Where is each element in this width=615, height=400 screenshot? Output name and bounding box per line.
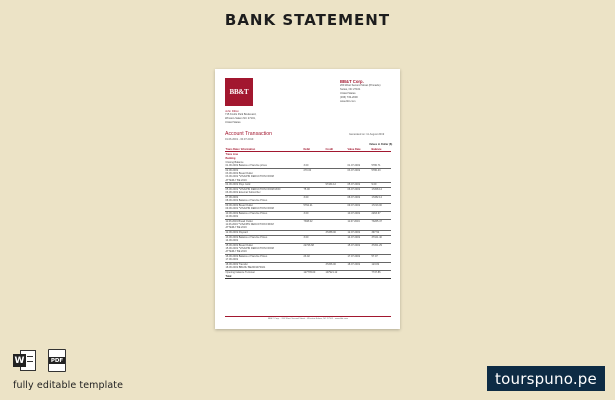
format-icons [13,349,67,373]
transaction-table [225,147,391,279]
bank-address-line: 200 West Second Street (Pinnacle) [340,84,381,87]
row-value-date: 08.07.2019 [347,195,371,203]
generated-date: Generated on: 11 August 2019 [349,133,385,136]
row-value-date: 12.07.2019 [347,230,371,235]
table-row [225,211,391,219]
row-balance: 37101.40 [371,235,391,243]
row-debit: 7308.02 [303,219,325,230]
row-credit [325,219,347,230]
summary-balance: 7747.86 [371,271,381,275]
row-balance: 9.09 [371,183,391,188]
row-value-date: 09.07.2019 [347,203,371,211]
brand-badge[interactable]: tourspuno.pe [487,366,605,391]
table-row [225,254,391,262]
row-balance: 17213.00 [371,203,391,211]
table-row [225,195,391,203]
row-balance: 37201.29 [371,243,391,254]
row-balance: 57.07 [371,254,391,262]
row-value-date: 10.07.2019 [347,211,371,219]
row-balance: 5780.43 [371,168,391,182]
customer-address [225,113,305,124]
row-value-date: 11.07.2019 [347,219,371,230]
summary-credit: 107921.12 [325,271,338,275]
bank-address-line: (336) 733-2000 [340,96,358,99]
row-value-date: 03.07.2019 [347,168,371,182]
section-label: Closing Balance [225,160,244,164]
row-balance: 2263.67 [371,211,391,219]
row-credit: 97434.12 [325,183,347,188]
column-header: Debit [303,147,325,152]
statement-footer: BB&T Corp. · 200 West Second Street · Winston-Salem, NC 27101 · www.bbt.com [225,316,391,320]
currency-note: Values in Dollar ($) [369,143,393,146]
statement-sheet [215,69,400,329]
row-info: 11.06.2019 Bread Outlet 11.06.2019 *VISA/PIN DEDUCTION FROM ATTERLY BE 2019 [225,219,303,230]
row-credit [325,243,347,254]
table-row [225,168,391,182]
row-info: 05.06.2019 *VISA/PIN DEDUCTION FROM MOD 06.06.2019 External Subscriber [225,187,303,195]
column-header: Balance [371,147,391,152]
row-info: 10.06.2019 Balance of Service Prices 10.06.2019 [225,211,303,219]
page-heading: BANK STATEMENT [224,11,391,29]
table-row [225,243,391,254]
bank-address-line: United States [340,92,356,95]
row-value-date: 17.07.2019 [347,254,371,262]
row-balance: 17208.14 [371,187,391,195]
table-row [225,235,391,243]
row-value-date: 06.07.2019 [347,187,371,195]
statement-period: 01.06.2019 - 30.07.2019 [225,138,254,141]
word-icon [13,349,37,373]
row-debit: 3.00 [303,195,325,203]
pdf-icon-label: PDF [50,357,64,364]
row-value-date: 05.07.2019 [347,183,371,188]
row-balance: 5780.71 [371,164,391,168]
table-row [225,262,391,270]
row-info: 01.06.2019 Balance of Service prices [225,164,303,168]
editable-caption: fully editable template [13,380,124,391]
row-info: 04.06.2019 Pays Gold [225,183,303,188]
pdf-icon [47,349,67,373]
customer-name: John Dillon [225,109,239,113]
total-label: Total [225,275,391,279]
table-row [225,187,391,195]
row-debit: 5762.21 [303,203,325,211]
row-credit [325,254,347,262]
row-debit: 22726.68 [303,243,325,254]
bank-name: BB&T Corp. [340,79,364,84]
row-info: 16.06.2019 Balance of Service Prices 17.06.2019 [225,254,303,262]
row-balance: 397.52 [371,230,391,235]
row-info: 15.06.2019 Bread Outlet 15.06.2019 *VISA/PIN DEDUCTION FROM ATTERLY BE 2019 [225,243,303,254]
summary-debit: 127735.00 [303,271,316,275]
table-row [225,219,391,230]
row-credit [325,168,347,182]
row-credit [325,195,347,203]
table-row [225,203,391,211]
row-credit [325,203,347,211]
customer-address-line: Winston-Salem NC 27101, [225,116,256,120]
row-info: 09.06.2019 Bread Outlet 09.06.2019 *VISA/PIN DEDUCTION FROM [225,203,303,211]
row-value-date: 15.07.2019 [347,243,371,254]
row-value-date: 14.07.2019 [347,235,371,243]
row-balance: 73265.47 [371,219,391,230]
row-credit [325,235,347,243]
row-info: 18.06.2019 Transfer 18.06.2019 BBANU BE2019070021 [225,262,303,270]
row-credit [325,187,347,195]
total-row [225,275,391,279]
row-info: 02.06.2019 03.06.2019 Bread Outlet 03.06.2019 *VISA/PIN DEDUCTION FROM ATTERLY BE 2019 [225,168,303,182]
customer-address-line: United States [225,120,241,124]
column-header: Credit [325,147,347,152]
column-header: Value Date [347,147,371,152]
row-debit: 3.00 [303,164,325,168]
section-label: Trans Line [225,152,239,156]
row-value-date: 01.07.2019 [347,164,371,168]
row-balance: 123.82 [371,262,391,270]
summary-label: Opening balance Turnover [225,271,255,275]
row-credit: 37288.00 [325,230,347,235]
bank-address-line: Suites, NC 27101 [340,88,361,91]
bank-address-line: www.bbt.com [340,100,356,103]
bank-logo: BB&T [225,78,253,106]
row-debit: 3.00 [303,211,325,219]
word-icon-letter: W [14,355,25,366]
row-credit [325,211,347,219]
row-info: 13.06.2019 Balance of Service Prices 14.06.2019 [225,235,303,243]
row-balance: 17282.14 [371,195,391,203]
row-debit: 75.00 [303,187,325,195]
row-info: 12.06.2019 Paycard [225,230,303,235]
row-debit [303,262,325,270]
bank-address [340,84,396,104]
row-credit: 37266.00 [325,262,347,270]
row-debit: 23.02 [303,254,325,262]
row-debit: 270.00 [303,168,325,182]
statement-title: Account Transaction [225,131,273,137]
row-info: 07.06.2019 08.06.2019 Balance of Service Prices [225,195,303,203]
column-header: Trans Date / Information [225,147,303,152]
section-label: Banking [225,156,236,160]
row-value-date: 18.07.2019 [347,262,371,270]
customer-address-line: 715 Knolls Park Boulevard, [225,113,257,116]
row-debit: 3.00 [303,235,325,243]
